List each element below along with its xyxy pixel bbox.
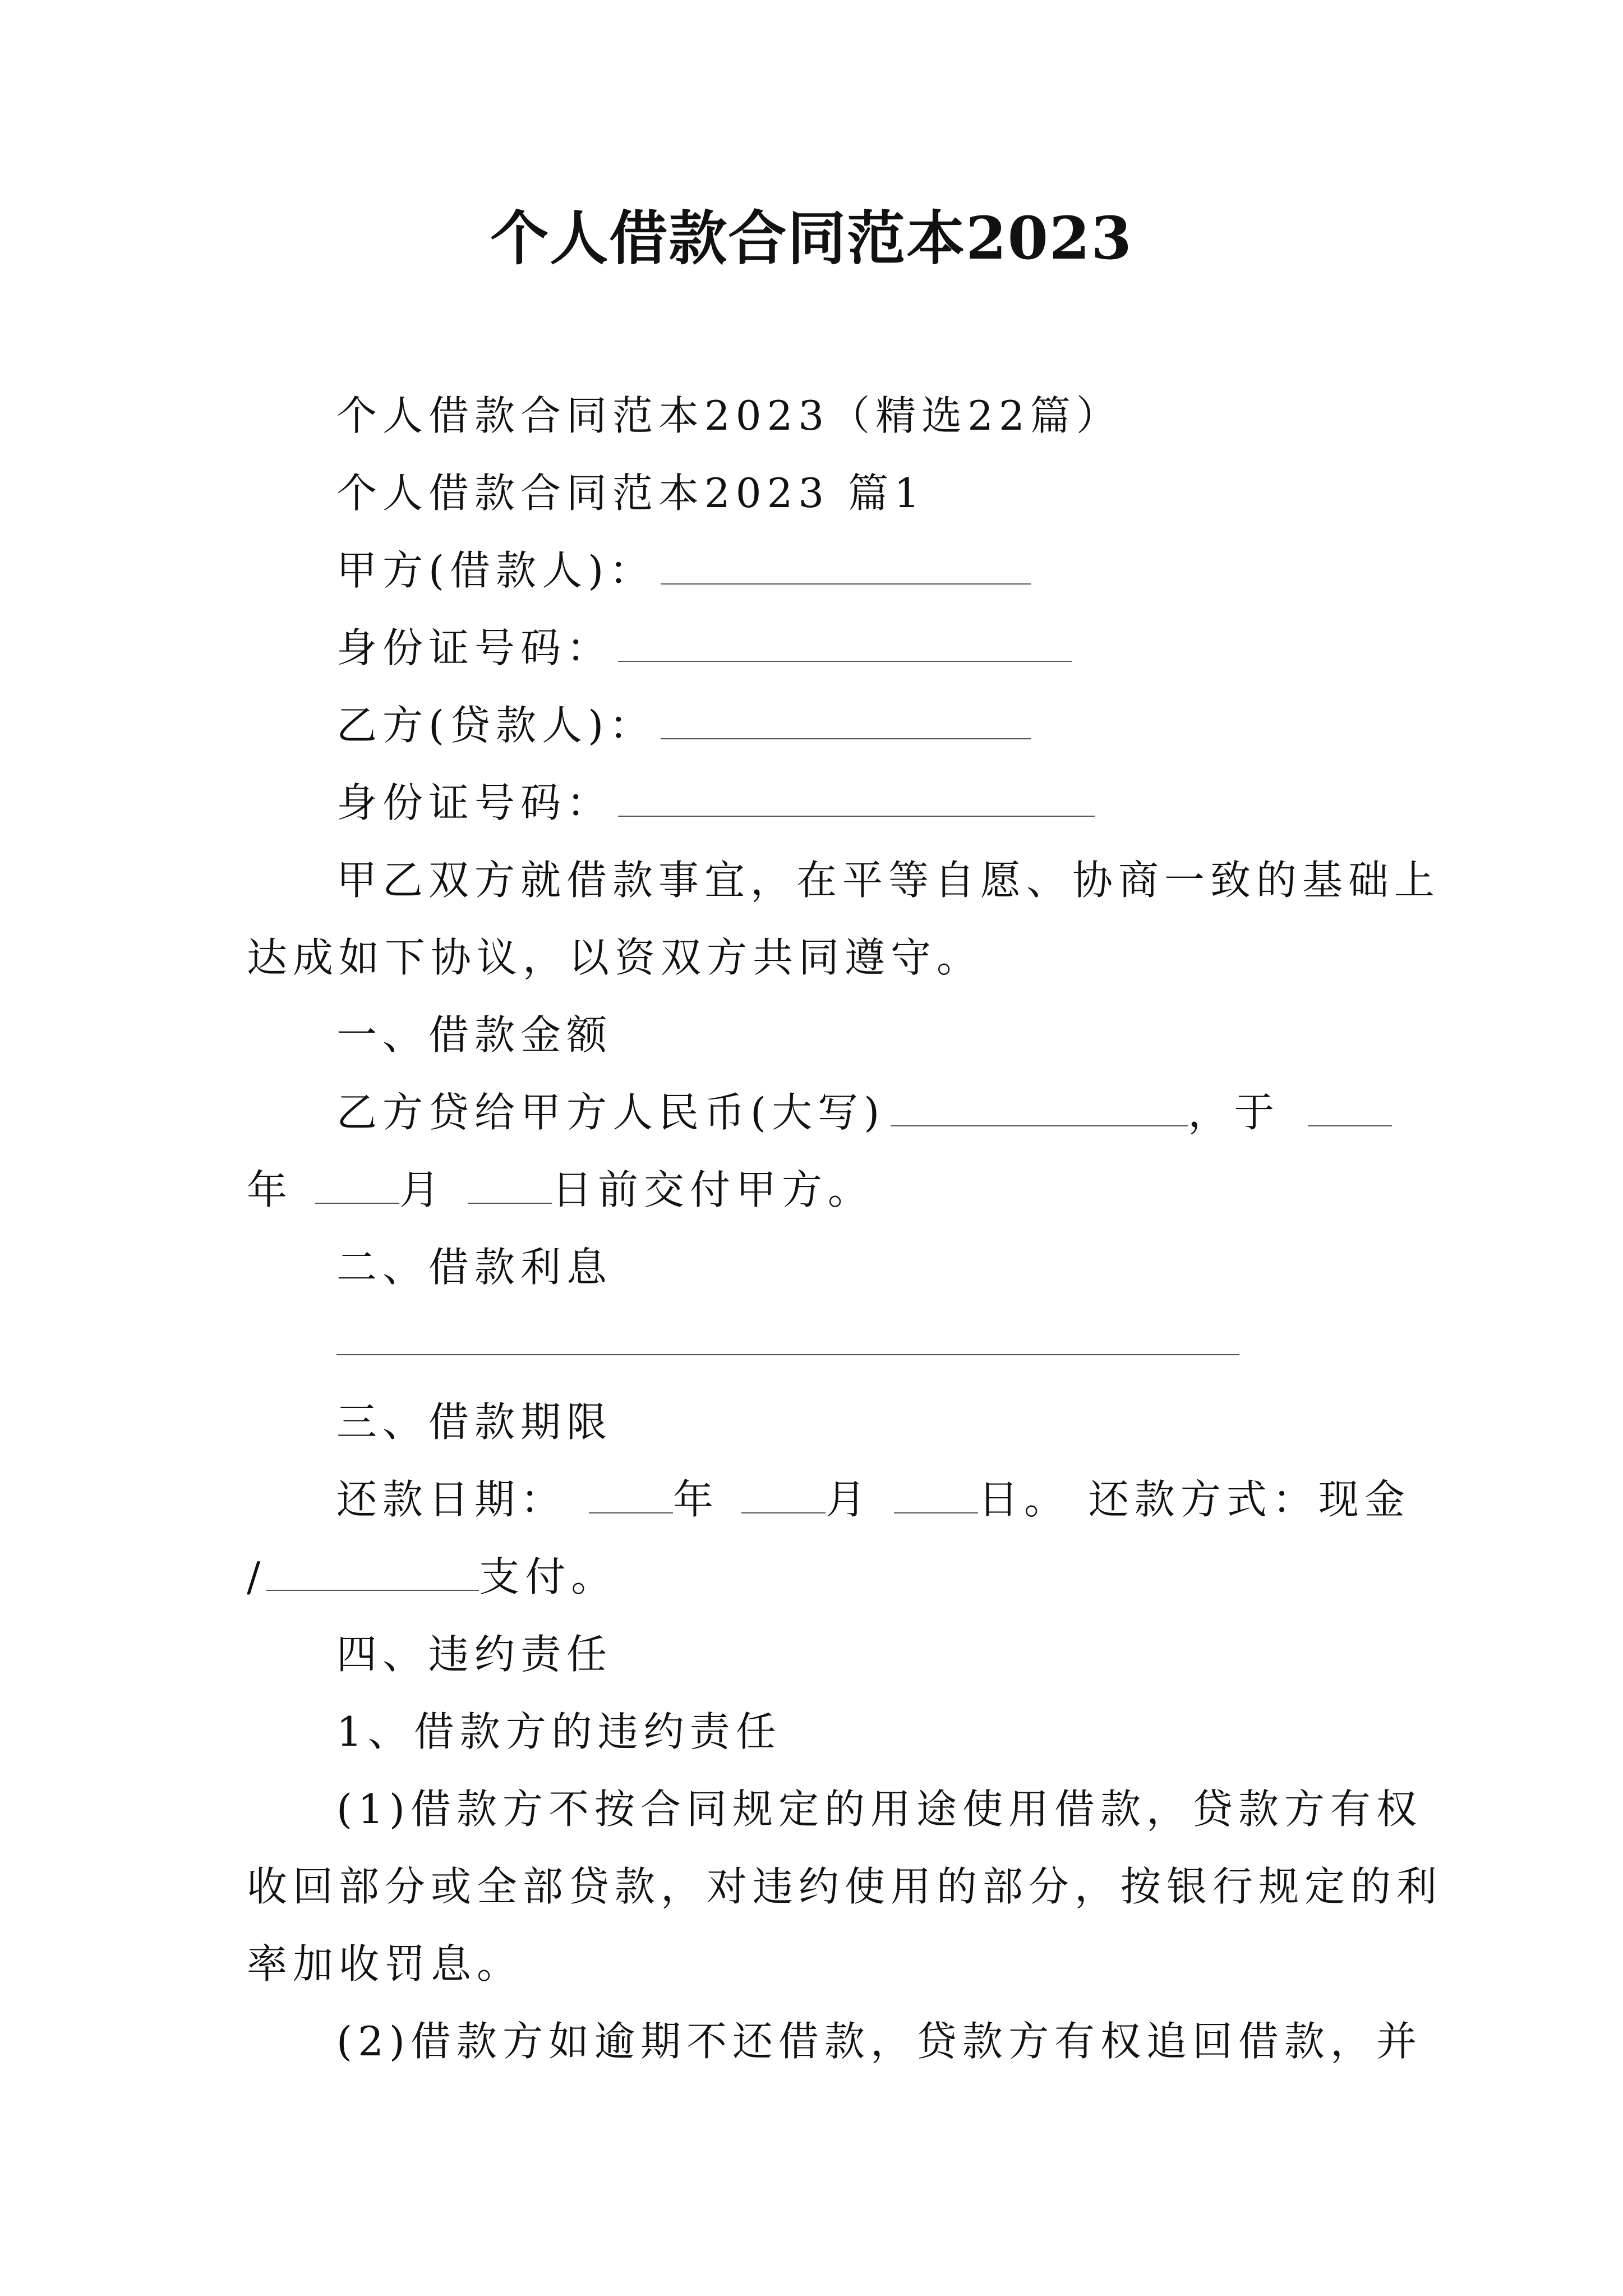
loan-amount-blank xyxy=(891,1091,1188,1126)
clause-4-1-1-line-2 xyxy=(247,1848,1443,1925)
borrower-blank xyxy=(661,549,1031,585)
clause-3-heading xyxy=(247,1383,1391,1461)
clause-4-1-2-text-1: (2)借款方如逾期不还借款，贷款方有权追回借款，并 xyxy=(336,2018,1422,2065)
section-heading-line xyxy=(247,454,1391,532)
intro-text-1: 甲乙双方就借款事宜，在平等自愿、协商一致的基础上 xyxy=(336,857,1441,904)
clause-2-heading xyxy=(247,1228,1391,1306)
loan-day-blank xyxy=(468,1168,552,1204)
repayment-method-label: 日。 还款方式：现金 xyxy=(978,1476,1410,1523)
interest-blank-rule xyxy=(336,1354,1239,1355)
borrower-id-line xyxy=(247,609,1391,687)
document-body xyxy=(247,377,1443,2080)
payment-suffix: 支付。 xyxy=(479,1553,617,1600)
borrower-label: 甲方(借款人)： xyxy=(336,547,656,594)
loan-amount-label: 乙方贷给甲方人民币(大写) xyxy=(336,1089,886,1136)
clause-4-1-1-line-1 xyxy=(247,1770,1422,1848)
clause-4-1-heading-text: 1、借款方的违约责任 xyxy=(336,1708,782,1755)
clause-4-heading-text: 四、违约责任 xyxy=(336,1631,613,1678)
interest-blank-line xyxy=(247,1306,1391,1383)
loan-amount-line-1 xyxy=(247,1074,1391,1151)
clause-4-1-1-text-3: 率加收罚息。 xyxy=(247,1940,523,1987)
payment-method-blank xyxy=(266,1555,479,1591)
clause-1-heading-text: 一、借款金额 xyxy=(336,1011,613,1059)
repayment-year-label: 年 xyxy=(673,1476,720,1523)
loan-month-label: 月 xyxy=(399,1166,446,1213)
loan-year-label: 年 xyxy=(247,1166,293,1213)
repayment-month-label: 月 xyxy=(826,1476,872,1523)
loan-year-blank xyxy=(1308,1091,1392,1126)
clause-4-1-1-line-3 xyxy=(247,1925,1391,2003)
loan-month-blank xyxy=(315,1168,399,1204)
subtitle-line xyxy=(247,377,1391,454)
section-heading-text: 个人借款合同范本2023 篇1 xyxy=(336,470,925,517)
document-title: 个人借款合同范本2023 xyxy=(490,204,1133,273)
clause-2-heading-text: 二、借款利息 xyxy=(336,1244,613,1291)
clause-4-1-1-text-1: (1)借款方不按合同规定的用途使用借款，贷款方有权 xyxy=(336,1786,1422,1833)
repayment-line-1 xyxy=(247,1461,1410,1538)
repayment-date-label: 还款日期： xyxy=(336,1476,567,1523)
lender-id-blank xyxy=(618,781,1095,817)
repayment-year-blank xyxy=(589,1478,673,1513)
clause-4-1-2-line-1 xyxy=(247,2003,1422,2080)
clause-4-heading xyxy=(247,1616,1391,1693)
borrower-id-blank xyxy=(618,626,1072,662)
clause-4-1-heading xyxy=(247,1693,1391,1770)
lender-label: 乙方(贷款人)： xyxy=(336,702,656,749)
loan-amount-line-2 xyxy=(247,1151,1391,1228)
intro-text-2: 达成如下协议，以资双方共同遵守。 xyxy=(247,934,983,981)
repayment-slash: / xyxy=(247,1553,266,1600)
borrower-line xyxy=(247,532,1391,609)
subtitle-text: 个人借款合同范本2023（精选22篇） xyxy=(336,392,1122,439)
lender-blank xyxy=(661,703,1031,739)
clause-1-heading xyxy=(247,996,1391,1074)
loan-amount-due-label: ，于 xyxy=(1188,1089,1280,1136)
borrower-id-label: 身份证号码： xyxy=(336,624,613,671)
repayment-line-2 xyxy=(247,1538,1391,1616)
lender-id-line xyxy=(247,764,1391,841)
repayment-day-blank xyxy=(894,1478,978,1513)
intro-paragraph-line-1 xyxy=(247,841,1441,919)
loan-day-label: 日前交付甲方。 xyxy=(552,1166,874,1213)
clause-4-1-1-text-2: 收回部分或全部贷款，对违约使用的部分，按银行规定的利 xyxy=(247,1863,1443,1910)
intro-paragraph-line-2 xyxy=(247,919,1391,996)
clause-3-heading-text: 三、借款期限 xyxy=(336,1398,613,1446)
lender-line xyxy=(247,687,1391,764)
lender-id-label: 身份证号码： xyxy=(336,779,613,826)
repayment-month-blank xyxy=(741,1478,826,1513)
